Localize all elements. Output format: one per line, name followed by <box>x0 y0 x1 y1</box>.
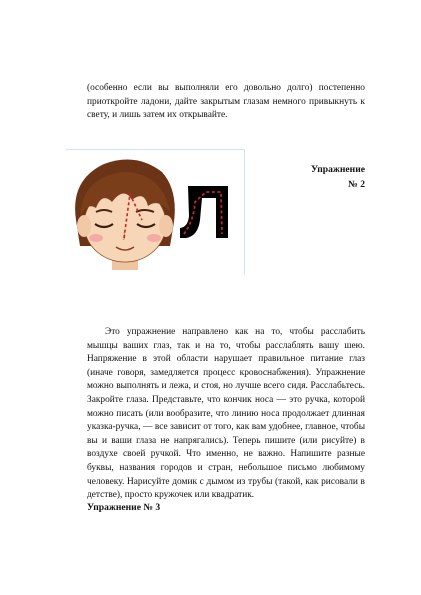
exercise-2-body: Это упражнение направлено как на то, чтобы расслабить мышцы ваших глаз, так и на то, чтобы расслаблять вашу шею. Напряжение в этой области нарушает правильное питание глаз (иначе говоря, замедляется процесс кровоснабжения). Упражнение можно выполнять и лежа, и стоя, но лучше всего сидя. Расслабьтесь. Закройте глаза. Представьте, что кончик носа — это ручка, которой можно писать (или вообразите, что линию носа продолжает длинная указка-ручка, — все зависит от того, как вам удобнее, главное, чтобы вы и ваши глаза не напрягались). Теперь пишите (или рисуйте) в воздухе своей ручкой. Что именно, не важно. Напишите разные буквы, названия городов и стран, небольшое письмо любимому человеку. Нарисуйте домик с дымом из трубы (такой, как рисовали в детстве), просто кружочек или квадратик. <box>87 327 365 501</box>
exercise-3-title: Упражнение № 3 <box>87 502 161 513</box>
exercise-illustration <box>66 149 245 275</box>
exercise-2-title: Упражнение <box>311 164 365 175</box>
right-ear <box>159 215 173 237</box>
intro-paragraph: (особенно если вы выполняли его довольно долго) постепенно приоткройте ладони, дайте закрытым глазам немного привыкнуть к свету, и лишь затем их открывайте. <box>87 83 365 121</box>
right-cheek <box>147 234 161 242</box>
face-illustration <box>66 150 244 275</box>
exercise-2-number: № 2 <box>348 179 365 190</box>
left-ear <box>77 215 91 237</box>
left-cheek <box>89 234 103 242</box>
